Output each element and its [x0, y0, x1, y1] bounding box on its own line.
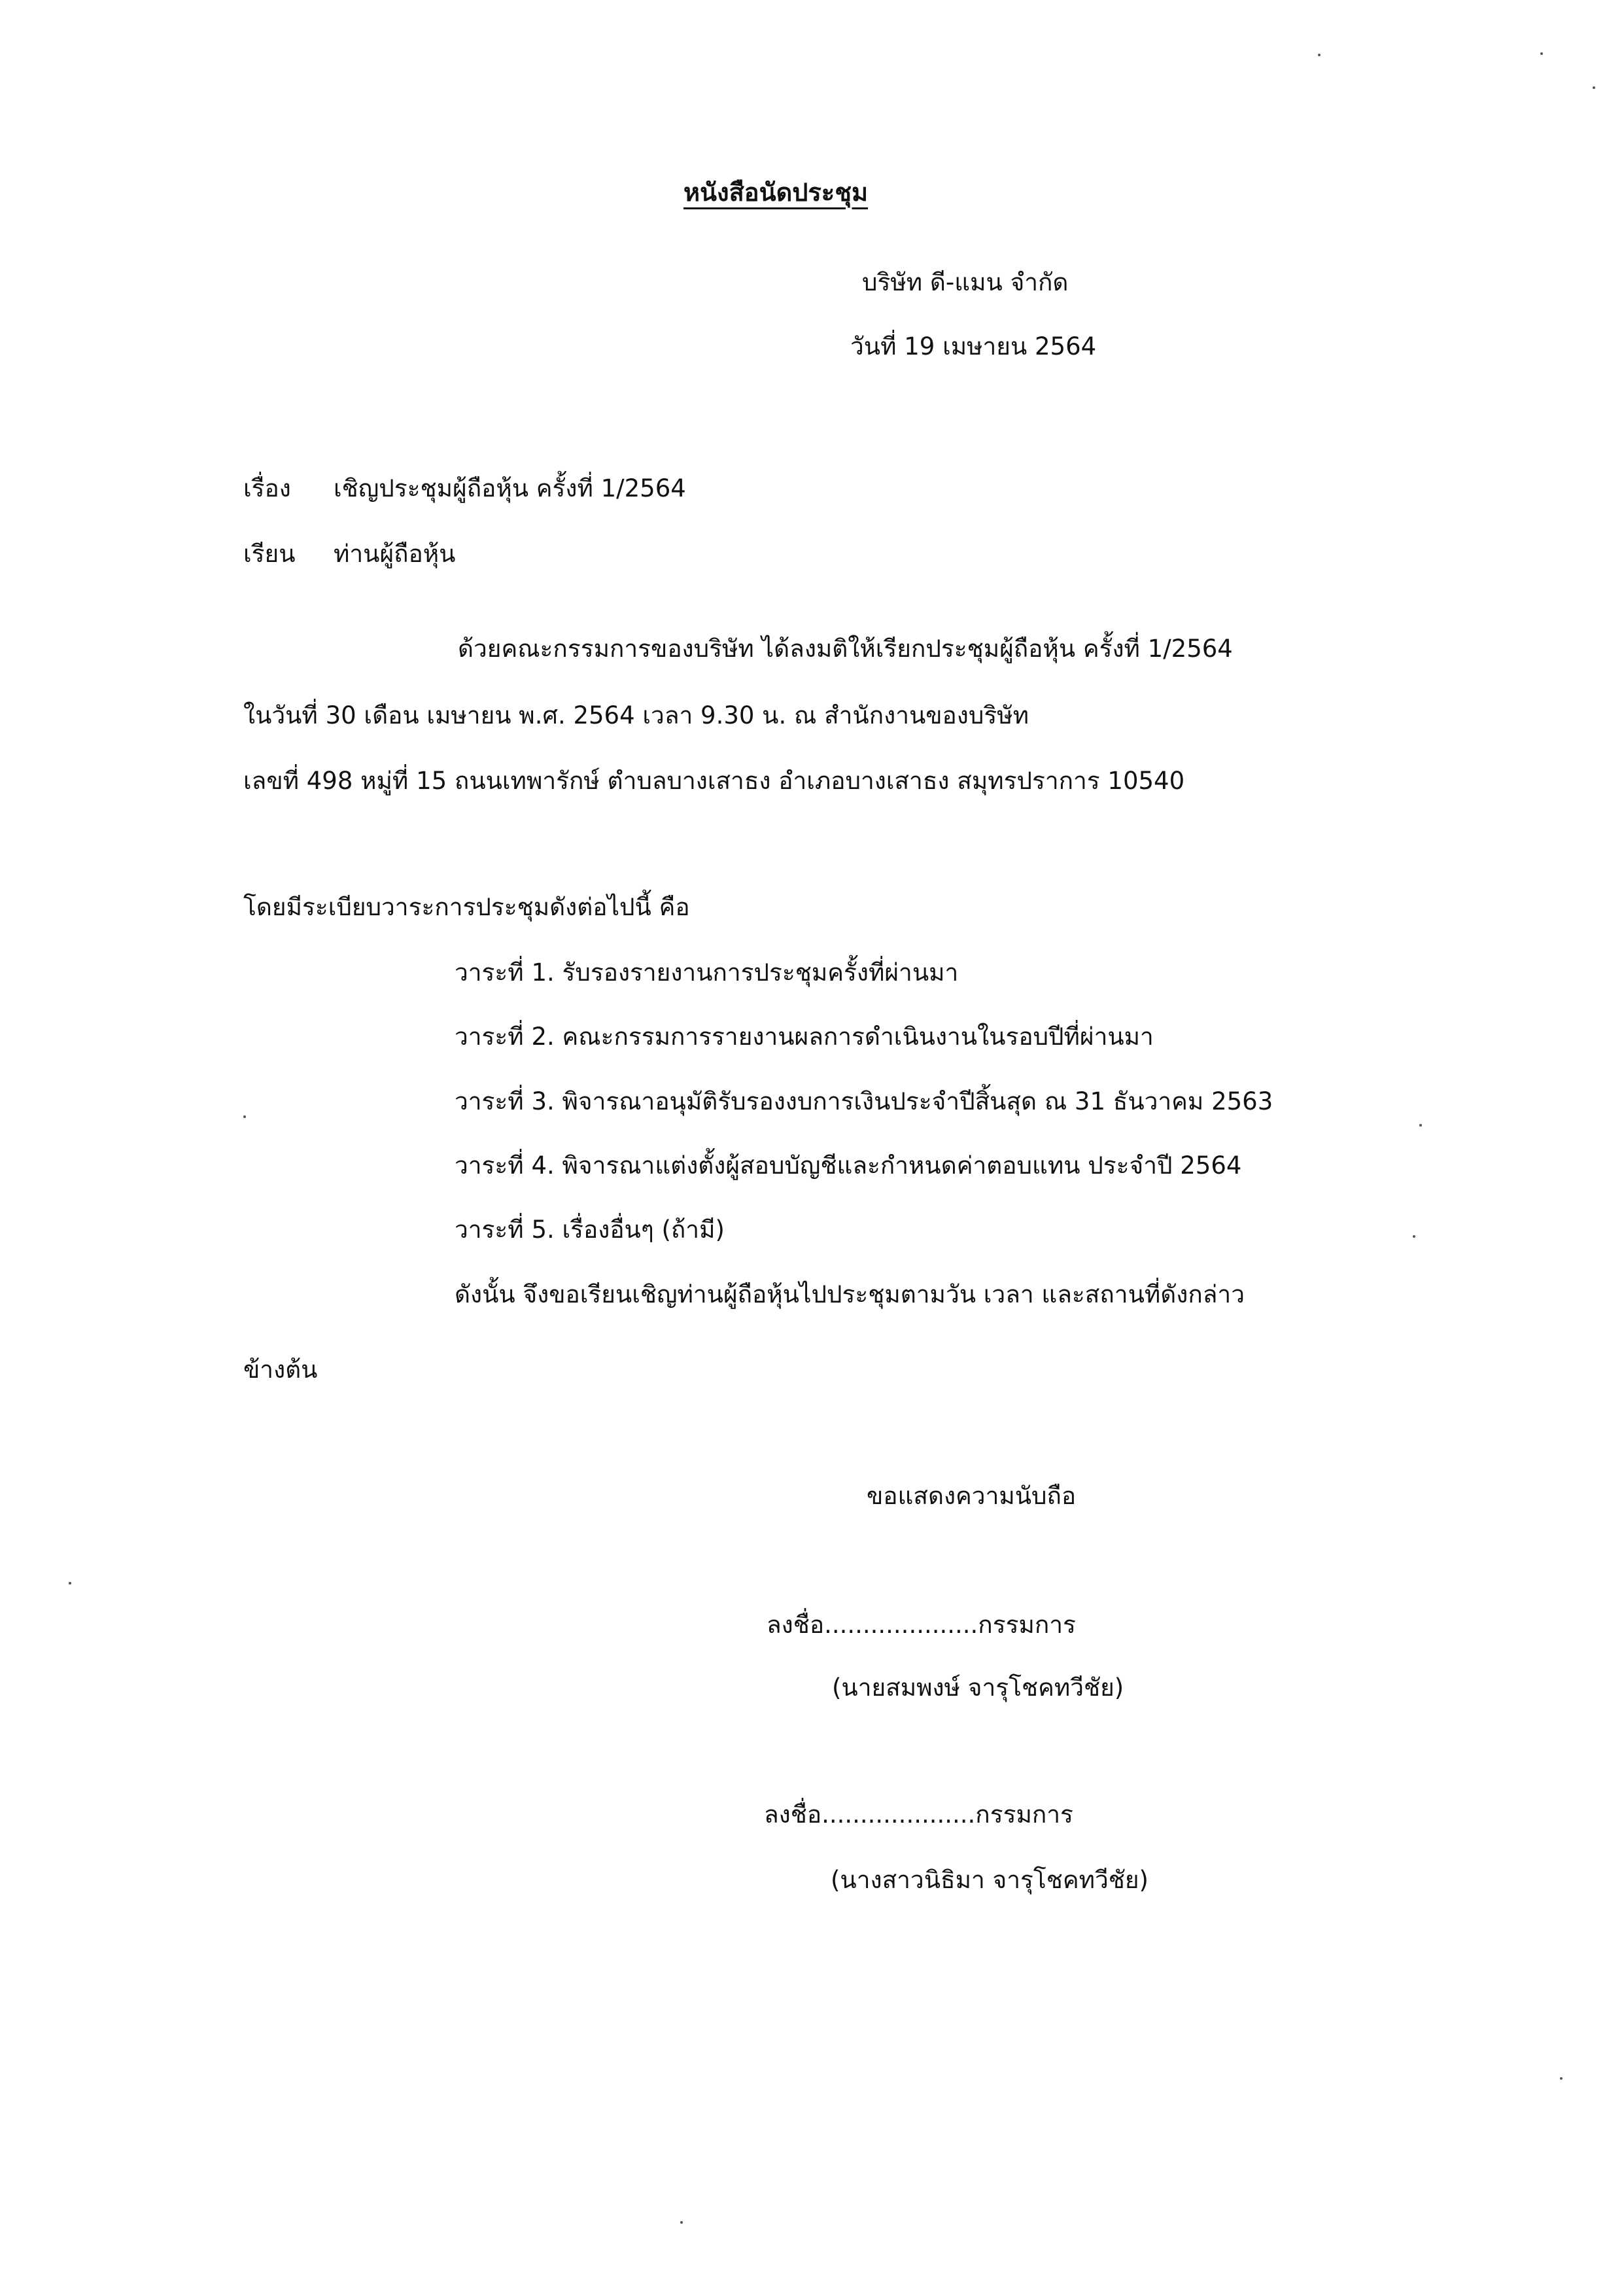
regards-text: ขอแสดงความนับถือ: [867, 1482, 1077, 1510]
scan-speck: [1419, 1124, 1422, 1127]
agenda-intro: โดยมีระเบียบวาระการประชุมดังต่อไปนี้ คือ: [243, 893, 690, 921]
scan-speck: [69, 1582, 71, 1585]
closing-line-1: ดังนั้น จึงขอเรียนเชิญท่านผู้ถือหุ้นไปประชุมตามวัน เวลา และสถานที่ดังกล่าว: [455, 1280, 1245, 1308]
subject-label: เรื่อง: [243, 474, 291, 502]
signatory-name: (นายสมพงษ์ จารุโชคทวีชัย): [832, 1673, 1124, 1702]
company-name: บริษัท ดี-แมน จำกัด: [862, 268, 1069, 296]
scan-speck: [1540, 52, 1543, 55]
scan-speck: [680, 2221, 683, 2224]
subject-text: เชิญประชุมผู้ถือหุ้น ครั้งที่ 1/2564: [334, 474, 686, 502]
signatory-name: (นางสาวนิธิมา จารุโชคทวีชัย): [831, 1866, 1149, 1894]
body-line-3: เลขที่ 498 หมู่ที่ 15 ถนนเทพารักษ์ ตำบลบางเสาธง อำเภอบางเสาธง สมุทรปราการ 10540: [243, 767, 1185, 795]
scan-speck: [1593, 86, 1595, 89]
agenda-item: วาระที่ 5. เรื่องอื่นๆ (ถ้ามี): [455, 1216, 725, 1244]
scan-speck: [1560, 2077, 1563, 2080]
agenda-item: วาระที่ 2. คณะกรรมการรายงานผลการดำเนินงานในรอบปีที่ผ่านมา: [455, 1023, 1154, 1051]
agenda-item: วาระที่ 1. รับรองรายงานการประชุมครั้งที่ผ่านมา: [455, 958, 959, 987]
recipient-label: เรียน: [243, 540, 296, 568]
recipient-text: ท่านผู้ถือหุ้น: [334, 540, 456, 568]
agenda-item: วาระที่ 3. พิจารณาอนุมัติรับรองงบการเงินประจำปีสิ้นสุด ณ 31 ธันวาคม 2563: [455, 1087, 1273, 1115]
agenda-item: วาระที่ 4. พิจารณาแต่งตั้งผู้สอบบัญชีและกำหนดค่าตอบแทน ประจำปี 2564: [455, 1151, 1242, 1180]
signature-line: ลงชื่อ....................กรรมการ: [764, 1800, 1073, 1829]
scan-speck: [1413, 1235, 1415, 1238]
body-line-2: ในวันที่ 30 เดือน เมษายน พ.ศ. 2564 เวลา 9.30 น. ณ สำนักงานของบริษัท: [243, 701, 1029, 729]
body-line-1: ด้วยคณะกรรมการของบริษัท ได้ลงมติให้เรียกประชุมผู้ถือหุ้น ครั้งที่ 1/2564: [458, 635, 1233, 663]
document-title: หนังสือนัดประชุม: [683, 178, 869, 207]
closing-line-2: ข้างต้น: [243, 1356, 318, 1384]
scan-speck: [243, 1115, 246, 1118]
scan-speck: [1318, 54, 1321, 56]
document-date: วันที่ 19 เมษายน 2564: [850, 332, 1097, 360]
signature-line: ลงชื่อ....................กรรมการ: [767, 1611, 1076, 1639]
